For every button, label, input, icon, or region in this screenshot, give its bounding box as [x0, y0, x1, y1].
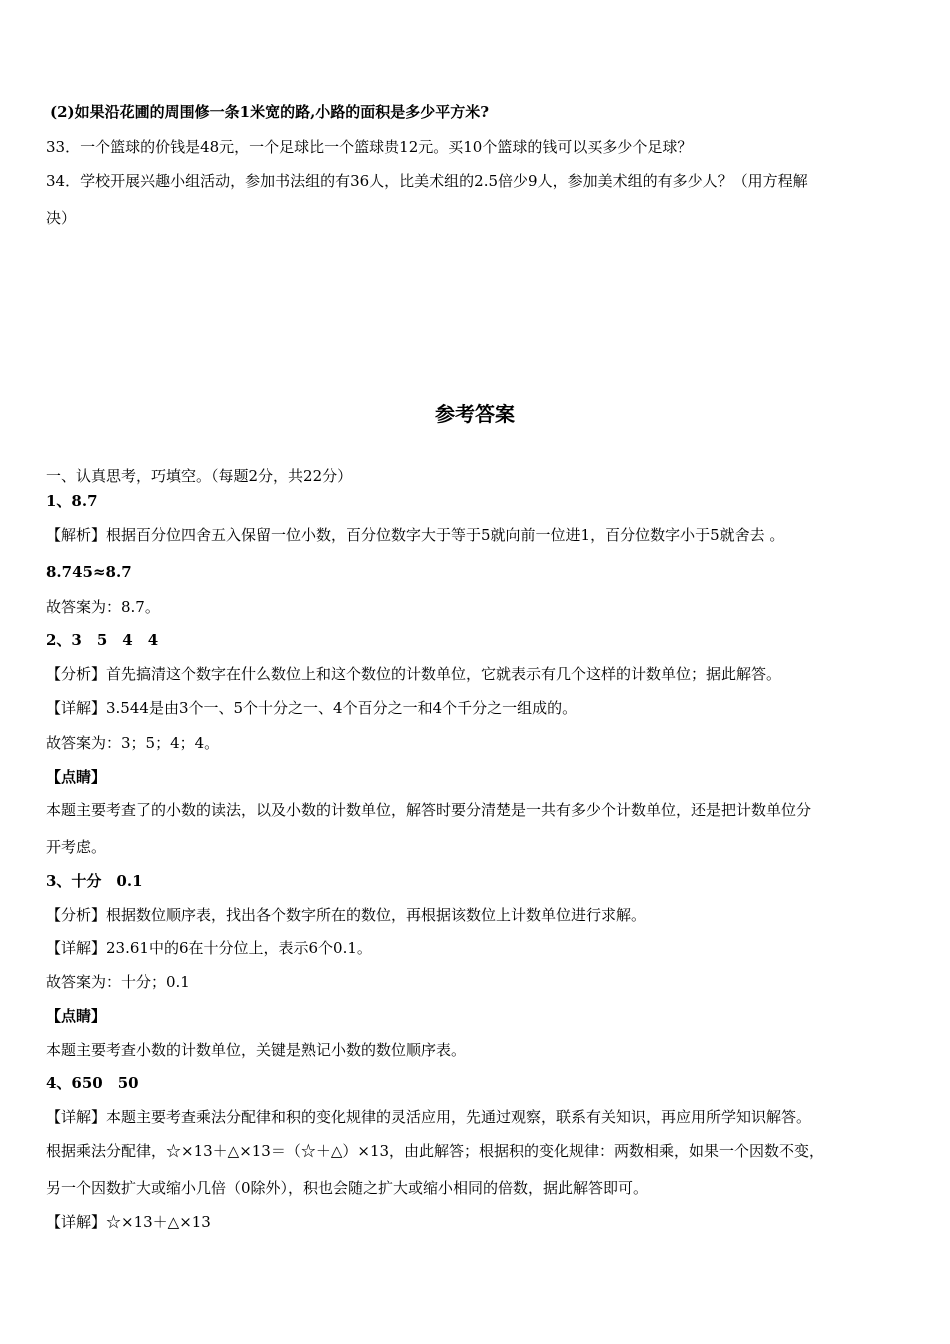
answer-2-note-line-1: 本题主要考查了的小数的读法，以及小数的计数单位，解答时要分清楚是一共有多少个计数单位，还是把计数单位分	[46, 801, 812, 819]
answer-2: 2、3 5 4 4	[46, 631, 159, 649]
answer-3-key-point-label: 【点睛】	[46, 1007, 107, 1025]
question-32-part-2: (2)如果沿花圃的周围修一条1米宽的路,小路的面积是多少平方米?	[50, 103, 490, 121]
answer-2-key-point-label: 【点睛】	[46, 768, 107, 786]
answer-2-detail: 【详解】3.544是由3个一、5个十分之一、4个百分之一和4个千分之一组成的。	[46, 699, 578, 717]
answer-3: 3、十分 0.1	[46, 872, 143, 890]
answer-2-conclusion: 故答案为：3；5；4；4。	[46, 734, 220, 752]
question-34-line-1: 34．学校开展兴趣小组活动，参加书法组的有36人，比美术组的2.5倍少9人，参加美术组的有多少人？（用方程解	[46, 172, 808, 190]
answer-3-conclusion: 故答案为：十分；0.1	[46, 973, 190, 991]
answer-2-analysis: 【分析】首先搞清这个数字在什么数位上和这个数位的计数单位，它就表示有几个这样的计数单位；据此解答。	[46, 665, 782, 683]
answer-2-note-line-2: 开考虑。	[46, 838, 107, 856]
answer-4-detail-2: 【详解】☆×13＋△×13	[46, 1213, 211, 1231]
answer-1-calculation: 8.745≈8.7	[46, 563, 132, 581]
answer-1: 1、8.7	[46, 492, 98, 510]
section-1-heading: 一、认真思考，巧填空。（每题2分，共22分）	[46, 467, 353, 485]
answer-3-analysis: 【分析】根据数位顺序表，找出各个数字所在的数位，再根据该数位上计数单位进行求解。	[46, 906, 647, 924]
answer-3-note: 本题主要考查小数的计数单位，关键是熟记小数的数位顺序表。	[46, 1041, 467, 1059]
answer-4-detail: 【详解】本题主要考查乘法分配律和积的变化规律的灵活应用，先通过观察，联系有关知识，再应用所学知识解答。	[46, 1108, 812, 1126]
question-33: 33．一个篮球的价钱是48元，一个足球比一个篮球贵12元。买10个篮球的钱可以买多少个足球？	[46, 138, 693, 156]
answer-4-detail-line-2: 根据乘法分配律，☆×13＋△×13＝（☆＋△）×13，由此解答；根据积的变化规律：两数相乘，如果一个因数不变，	[46, 1142, 825, 1160]
question-34-line-2: 决）	[46, 209, 77, 227]
answer-4: 4、650 50	[46, 1074, 139, 1092]
answer-key-heading: 参考答案	[435, 402, 515, 426]
answer-1-analysis: 【解析】根据百分位四舍五入保留一位小数，百分位数字大于等于5就向前一位进1，百分位数字小于5就舍去 。	[46, 526, 785, 544]
answer-1-conclusion: 故答案为：8.7。	[46, 598, 160, 616]
answer-3-detail: 【详解】23.61中的6在十分位上，表示6个0.1。	[46, 939, 372, 957]
answer-4-detail-line-3: 另一个因数扩大或缩小几倍（0除外），积也会随之扩大或缩小相同的倍数，据此解答即可。	[46, 1179, 649, 1197]
